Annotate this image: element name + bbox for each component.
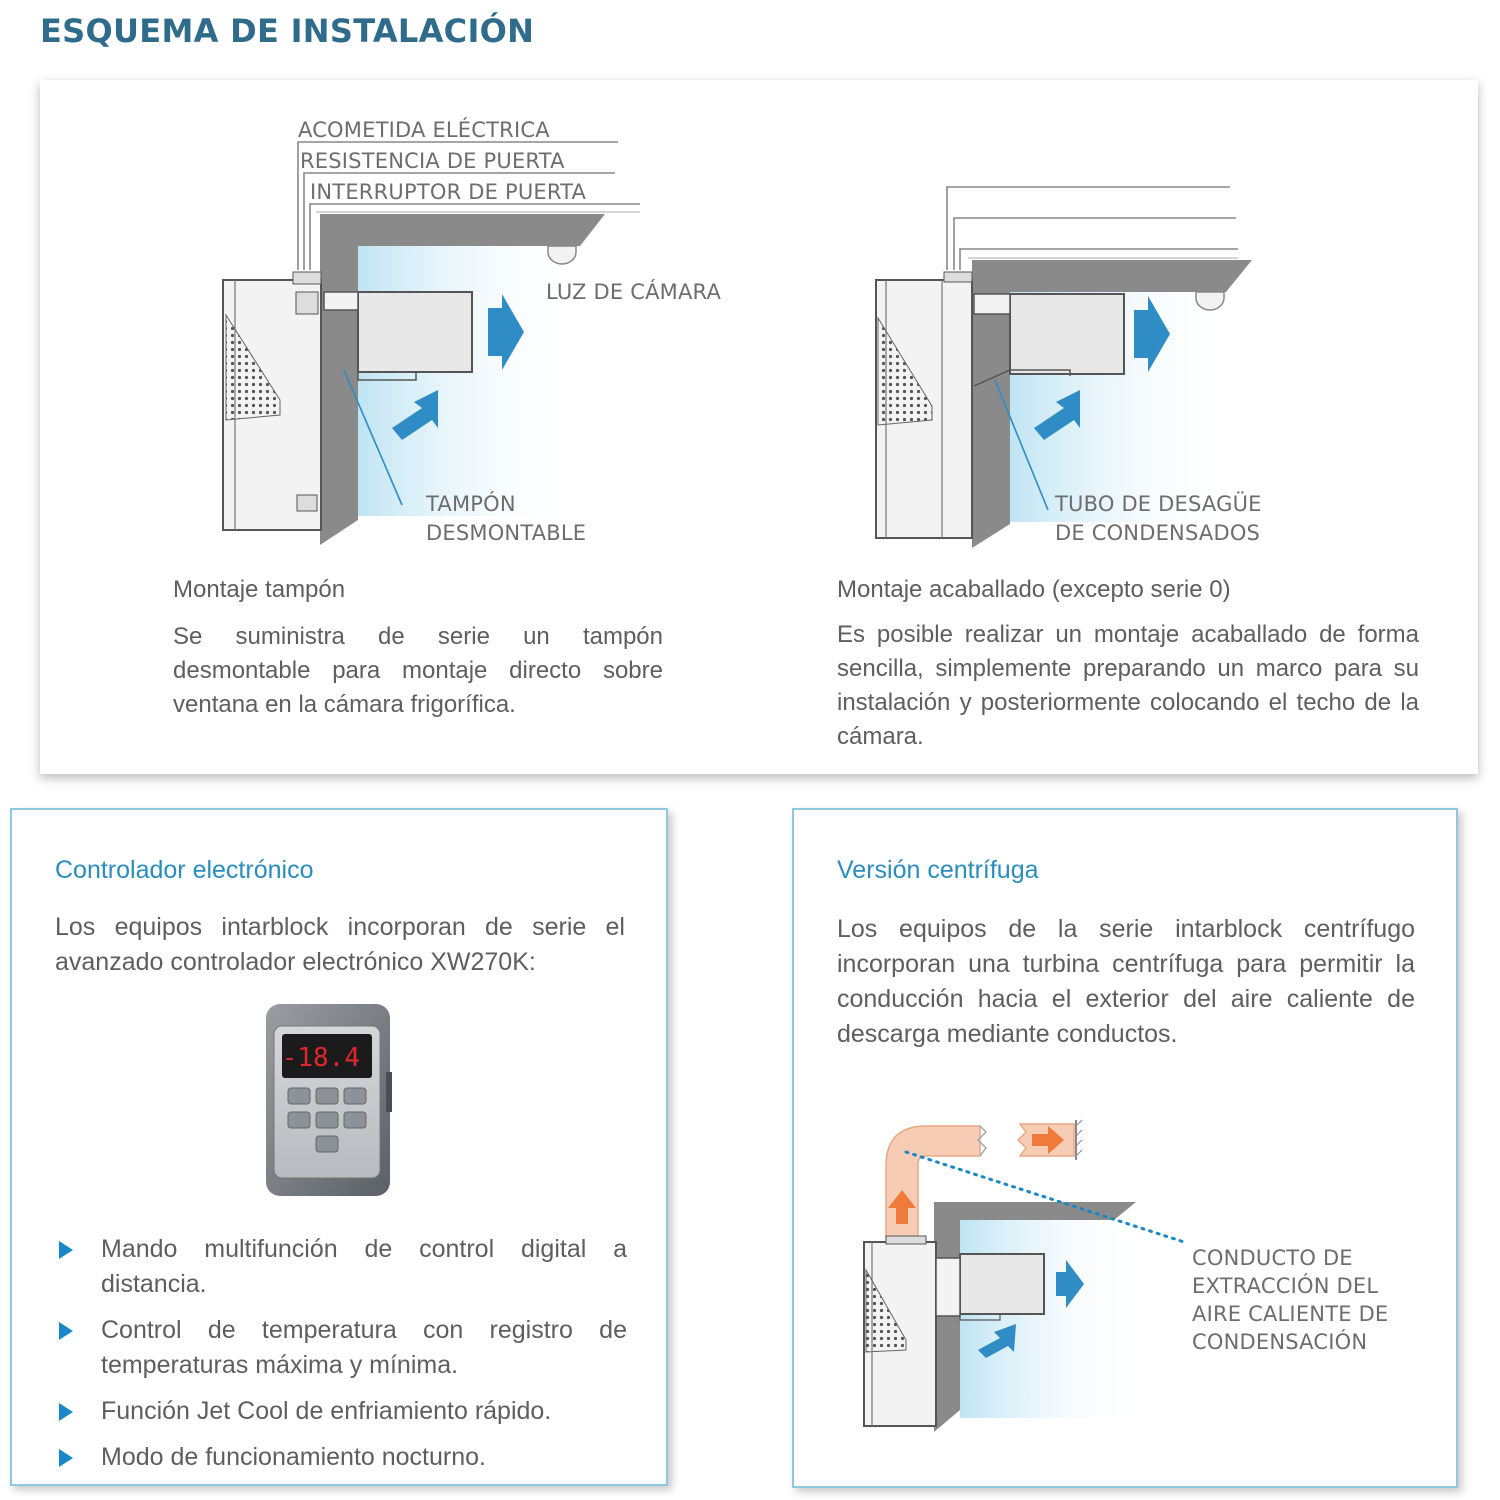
label-conducto-2: EXTRACCIÓN DEL xyxy=(1192,1274,1379,1298)
label-tampon-2: DESMONTABLE xyxy=(426,521,587,545)
label-luz: LUZ DE CÁMARA xyxy=(546,280,722,304)
controller-display: -18.4 xyxy=(281,1043,360,1073)
centrifugal-box xyxy=(792,808,1458,1488)
label-resistencia: RESISTENCIA DE PUERTA xyxy=(300,149,565,173)
label-interruptor: INTERRUPTOR DE PUERTA xyxy=(310,180,587,204)
controller-box xyxy=(10,808,668,1486)
controller-device-image xyxy=(262,1002,394,1198)
centrifugal-title: Versión centrífuga xyxy=(837,856,1039,884)
bullet-triangle-icon xyxy=(59,1241,73,1259)
caption-title-tampon: Montaje tampón xyxy=(173,576,346,603)
controller-feature-item: Control de temperatura con registro de temperaturas máxima y mínima. xyxy=(55,1313,627,1383)
evaporator-right xyxy=(1010,294,1124,374)
controller-feature-item: Función Jet Cool de enfriamiento rápido. xyxy=(55,1394,627,1429)
label-conducto-4: CONDENSACIÓN xyxy=(1192,1330,1368,1354)
label-conducto-1: CONDUCTO DE xyxy=(1192,1246,1353,1270)
evaporator-centrifugal xyxy=(960,1254,1044,1314)
bullet-triangle-icon xyxy=(59,1403,73,1421)
caption-body-tampon: Se suministra de serie un tampón desmontable para montaje directo sobre ventana en la cámara frigorífica. xyxy=(173,623,663,718)
caption-title-acaballado: Montaje acaballado (excepto serie 0) xyxy=(837,576,1231,603)
label-tubo-1: TUBO DE DESAGÜE xyxy=(1055,492,1262,516)
page-title: ESQUEMA DE INSTALACIÓN xyxy=(40,12,535,50)
installation-panel xyxy=(40,80,1478,774)
centrifugal-diagram xyxy=(794,810,1460,1490)
controller-intro: Los equipos intarblock incorporan de serie el avanzado controlador electrónico XW270K: xyxy=(55,913,625,976)
camera-light-right xyxy=(1196,292,1224,310)
cold-zone-left xyxy=(358,246,578,516)
evaporator-left xyxy=(358,292,472,372)
controller-title: Controlador electrónico xyxy=(55,856,314,884)
camera-light-left xyxy=(548,246,576,264)
label-acometida: ACOMETIDA ELÉCTRICA xyxy=(298,118,550,142)
label-conducto-3: AIRE CALIENTE DE xyxy=(1192,1302,1389,1326)
label-tampon-1: TAMPÓN xyxy=(426,492,516,516)
bullet-triangle-icon xyxy=(59,1322,73,1340)
label-tubo-2: DE CONDENSADOS xyxy=(1055,521,1261,545)
controller-feature-list xyxy=(55,1232,627,1486)
centrifugal-body: Los equipos de la serie intarblock centrífugo incorporan una turbina centrífuga para permitir la conducción hacia el exterior del aire caliente de descarga mediante conductos. xyxy=(837,915,1415,1048)
bullet-triangle-icon xyxy=(59,1449,73,1467)
controller-feature-item: Mando multifunción de control digital a distancia. xyxy=(55,1232,627,1302)
controller-feature-item: Modo de funcionamiento nocturno. xyxy=(55,1440,627,1475)
caption-body-acaballado: Es posible realizar un montaje acaballado de forma sencilla, simplemente preparando un marco para su instalación y posteriormente colocando el techo de la cámara. xyxy=(837,621,1419,750)
